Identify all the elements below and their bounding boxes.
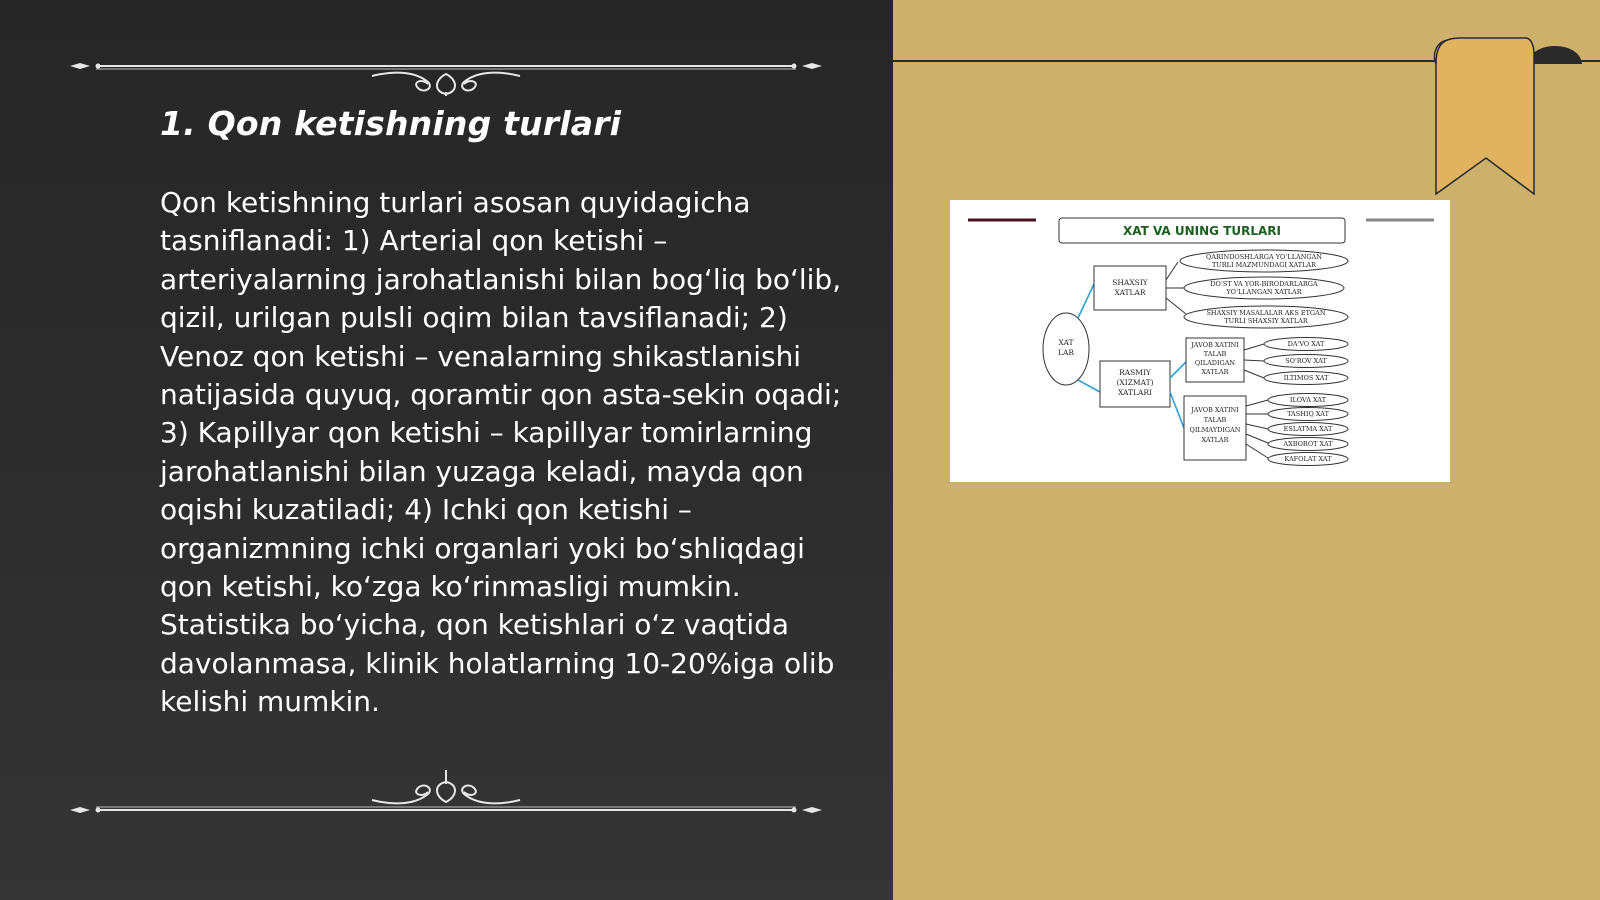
reply-required-label-4: XATLAR xyxy=(1201,368,1229,376)
ornamental-divider-top xyxy=(66,36,826,96)
noreply-item-2: TASHIQ XAT xyxy=(1287,410,1329,418)
reply-item-1: DA'VO XAT xyxy=(1287,340,1325,348)
reply-not-required-label-2: TALAB xyxy=(1203,416,1227,424)
reply-not-required-label-1: JAVOB XATINI xyxy=(1191,406,1239,414)
arrow-reply-2 xyxy=(1244,360,1264,361)
reply-required-label-1: JAVOB XATINI xyxy=(1191,341,1239,349)
personal-item-1-line2: TURLI MAZMUNDAGI XATLAR xyxy=(1211,261,1317,269)
reply-item-2: SO'ROV XAT xyxy=(1285,357,1327,365)
link-root-official xyxy=(1078,380,1100,392)
arrow-noreply-1 xyxy=(1246,400,1268,406)
diagram-image xyxy=(950,200,1450,482)
personal-item-1-line1: QARINDOSHLARGA YO‘LLANGAN xyxy=(1206,253,1322,261)
arrow-personal-3 xyxy=(1166,298,1186,314)
reply-not-required-label-3: QILMAYDIGAN xyxy=(1189,426,1241,434)
official-label-2: (XIZMAT) xyxy=(1116,378,1154,387)
reply-item-3: ILTIMOS XAT xyxy=(1283,374,1329,382)
arrow-reply-3 xyxy=(1244,370,1264,378)
link-official-noreply xyxy=(1170,392,1184,428)
noreply-item-4: AXBOROT XAT xyxy=(1283,440,1333,448)
noreply-item-1: ILOVA XAT xyxy=(1289,396,1327,404)
arrow-reply-1 xyxy=(1244,344,1264,350)
noreply-item-3: ESLATMA XAT xyxy=(1283,425,1333,433)
personal-label-1: SHAXSIY xyxy=(1112,278,1148,287)
arrow-noreply-3 xyxy=(1246,424,1268,429)
personal-item-3-line1: SHAXSIY MASALALAR AKS ETGAN xyxy=(1206,309,1326,317)
reply-not-required-label-4: XATLAR xyxy=(1201,436,1229,444)
noreply-item-5: KAFOLAT XAT xyxy=(1284,455,1332,463)
link-root-personal xyxy=(1078,284,1094,318)
arrow-noreply-4 xyxy=(1246,434,1268,443)
slide-body-text: Qon ketishning turlari asosan quyidagicha tasniflanadi: 1) Arterial qon ketishi – arteriyalarning jarohatlanishi bilan bog‘liq bo‘lib, qizil, urilgan pulsli oqim bilan tavsiflanadi; 2) Venoz qon ketishi – venalarning shikastlanishi natijasida quyuq, qoramtir qon asta-sekin oqadi; 3) Kapillyar qon ketishi – kapillyar tomirlarning jarohatlanishi bilan yuzaga keladi, mayda qon oqishi kuzatiladi; 4) Ichki qon ketishi – organizmning ichki organlari yoki bo‘shliqdagi qon ketishi, ko‘zga ko‘rinmasligi mumkin. Statistika bo‘yicha, qon ketishlari o‘z vaqtida davolanmasa, klinik holatlarning 10-20%iga olib kelishi mumkin. xyxy=(160,186,842,719)
official-label-3: XATLARI xyxy=(1117,388,1153,397)
arrow-personal-1 xyxy=(1166,262,1178,280)
diagram-title: XAT VA UNING TURLARI xyxy=(1122,224,1282,238)
root-label-1: XAT xyxy=(1058,338,1074,347)
personal-item-2-line1: DO‘ST VA YOR-BIRODARLARGA xyxy=(1210,280,1318,288)
personal-label-2: XATLAR xyxy=(1114,288,1146,297)
arrow-noreply-5 xyxy=(1246,444,1268,458)
official-label-1: RASMIY xyxy=(1119,368,1151,377)
reply-required-label-3: QILADIGAN xyxy=(1194,359,1236,367)
personal-item-2-line2: YO‘LLANGAN XATLAR xyxy=(1226,288,1302,296)
reply-required-label-2: TALAB xyxy=(1203,350,1227,358)
link-official-reply xyxy=(1170,362,1186,378)
ornamental-divider-bottom xyxy=(66,768,826,828)
slide-title: 1. Qon ketishning turlari xyxy=(160,104,622,143)
bookmark-ribbon-icon xyxy=(1430,34,1590,204)
root-label-2: LAR xyxy=(1057,348,1075,357)
personal-item-3-line2: TURLI SHAXSIY XATLAR xyxy=(1224,317,1308,325)
